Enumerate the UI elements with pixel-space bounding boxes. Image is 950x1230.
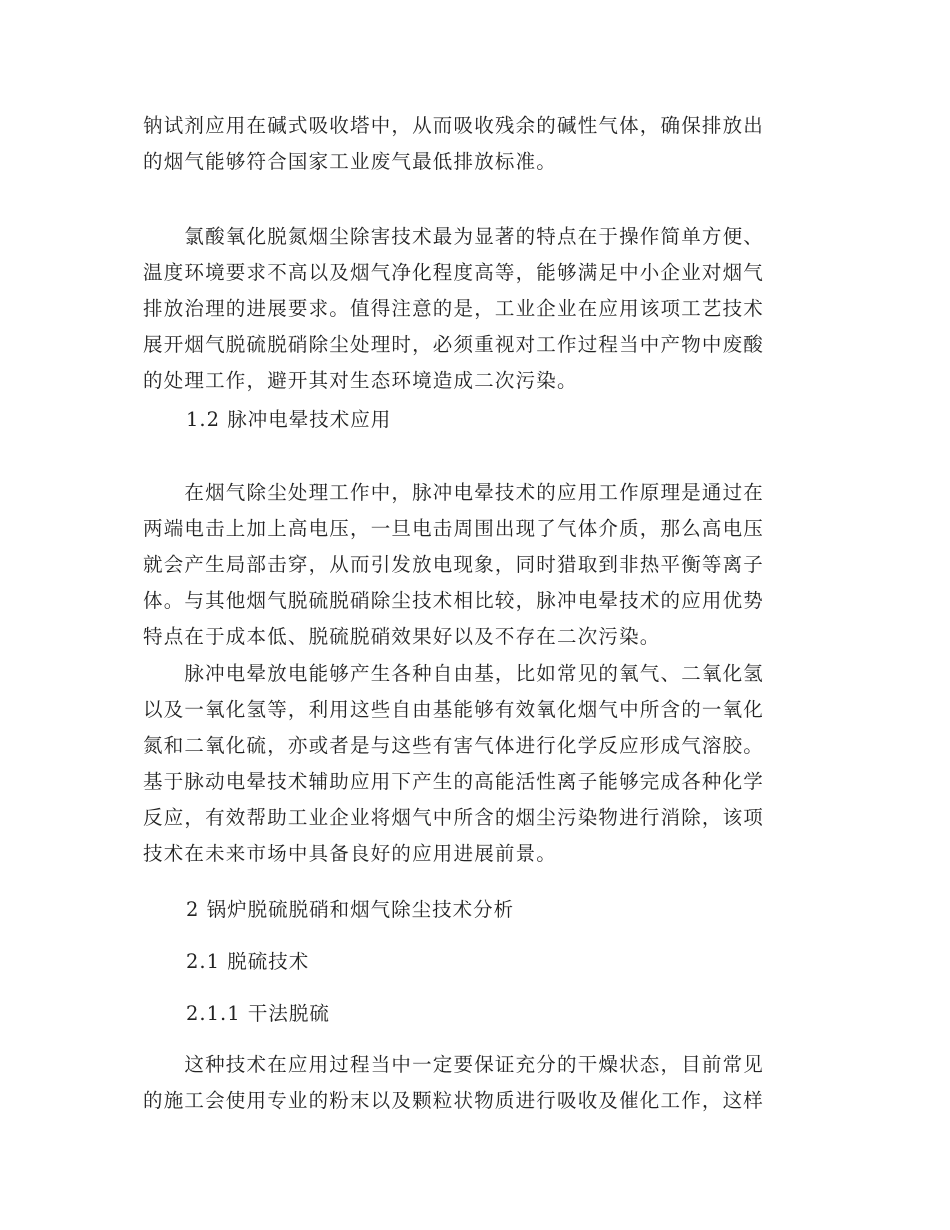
paragraph-4 bbox=[143, 656, 808, 872]
text-line: 这种技术在应用过程当中一定要保证充分的干燥状态，目前常见 bbox=[143, 1053, 765, 1076]
text-line: 展开烟气脱硫脱硝除尘处理时，必须重视对工作过程当中产物中废酸 bbox=[143, 333, 765, 356]
text-line: 氯酸氧化脱氮烟尘除害技术最为显著的特点在于操作简单方便、 bbox=[143, 225, 765, 248]
text-line: 在烟气除尘处理工作中，脉冲电晕技术的应用工作原理是通过在 bbox=[143, 481, 765, 504]
text-line: 的处理工作，避开其对生态环境造成二次污染。 bbox=[143, 369, 578, 392]
text-line: 氮和二氧化硫，亦或者是与这些有害气体进行化学反应形成气溶胶。 bbox=[143, 734, 765, 757]
text-line: 就会产生局部击穿，从而引发放电现象，同时猎取到非热平衡等离子 bbox=[143, 553, 765, 576]
text-line: 脉冲电晕放电能够产生各种自由基，比如常见的氧气、二氧化氢 bbox=[143, 662, 765, 685]
paragraph-1 bbox=[143, 108, 808, 180]
text-line: 两端电击上加上高电压，一旦电击周围出现了气体介质，那么高电压 bbox=[143, 517, 765, 540]
text-line: 温度环境要求不高以及烟气净化程度高等，能够满足中小企业对烟气 bbox=[143, 261, 765, 284]
text-line: 体。与其他烟气脱硫脱硝除尘技术相比较，脉冲电晕技术的应用优势 bbox=[143, 589, 765, 612]
text-line: 的烟气能够符合国家工业废气最低排放标准。 bbox=[143, 150, 558, 173]
text-line: 基于脉动电晕技术辅助应用下产生的高能活性离子能够完成各种化学 bbox=[143, 770, 765, 793]
text-line: 的施工会使用专业的粉末以及颗粒状物质进行吸收及催化工作，这样 bbox=[143, 1089, 765, 1112]
section-heading-1-2: 1.2 脉冲电晕技术应用 bbox=[186, 408, 392, 431]
text-line: 钠试剂应用在碱式吸收塔中，从而吸收残余的碱性气体，确保排放出 bbox=[143, 114, 765, 137]
text-line: 技术在未来市场中具备良好的应用进展前景。 bbox=[143, 842, 558, 865]
paragraph-2 bbox=[143, 219, 808, 399]
section-heading-2-1: 2.1 脱硫技术 bbox=[186, 950, 310, 973]
text-line: 反应，有效帮助工业企业将烟气中所含的烟尘污染物进行消除，该项 bbox=[143, 806, 765, 829]
section-heading-2-1-1: 2.1.1 干法脱硫 bbox=[186, 1002, 330, 1025]
text-line: 特点在于成本低、脱硫脱硝效果好以及不存在二次污染。 bbox=[143, 625, 661, 648]
text-line: 排放治理的进展要求。值得注意的是，工业企业在应用该项工艺技术 bbox=[143, 297, 765, 320]
section-heading-2: 2 锅炉脱硫脱硝和烟气除尘技术分析 bbox=[186, 898, 515, 921]
paragraph-5 bbox=[143, 1047, 808, 1119]
text-line: 以及一氧化氢等，利用这些自由基能够有效氧化烟气中所含的一氧化 bbox=[143, 698, 765, 721]
paragraph-3 bbox=[143, 475, 808, 655]
